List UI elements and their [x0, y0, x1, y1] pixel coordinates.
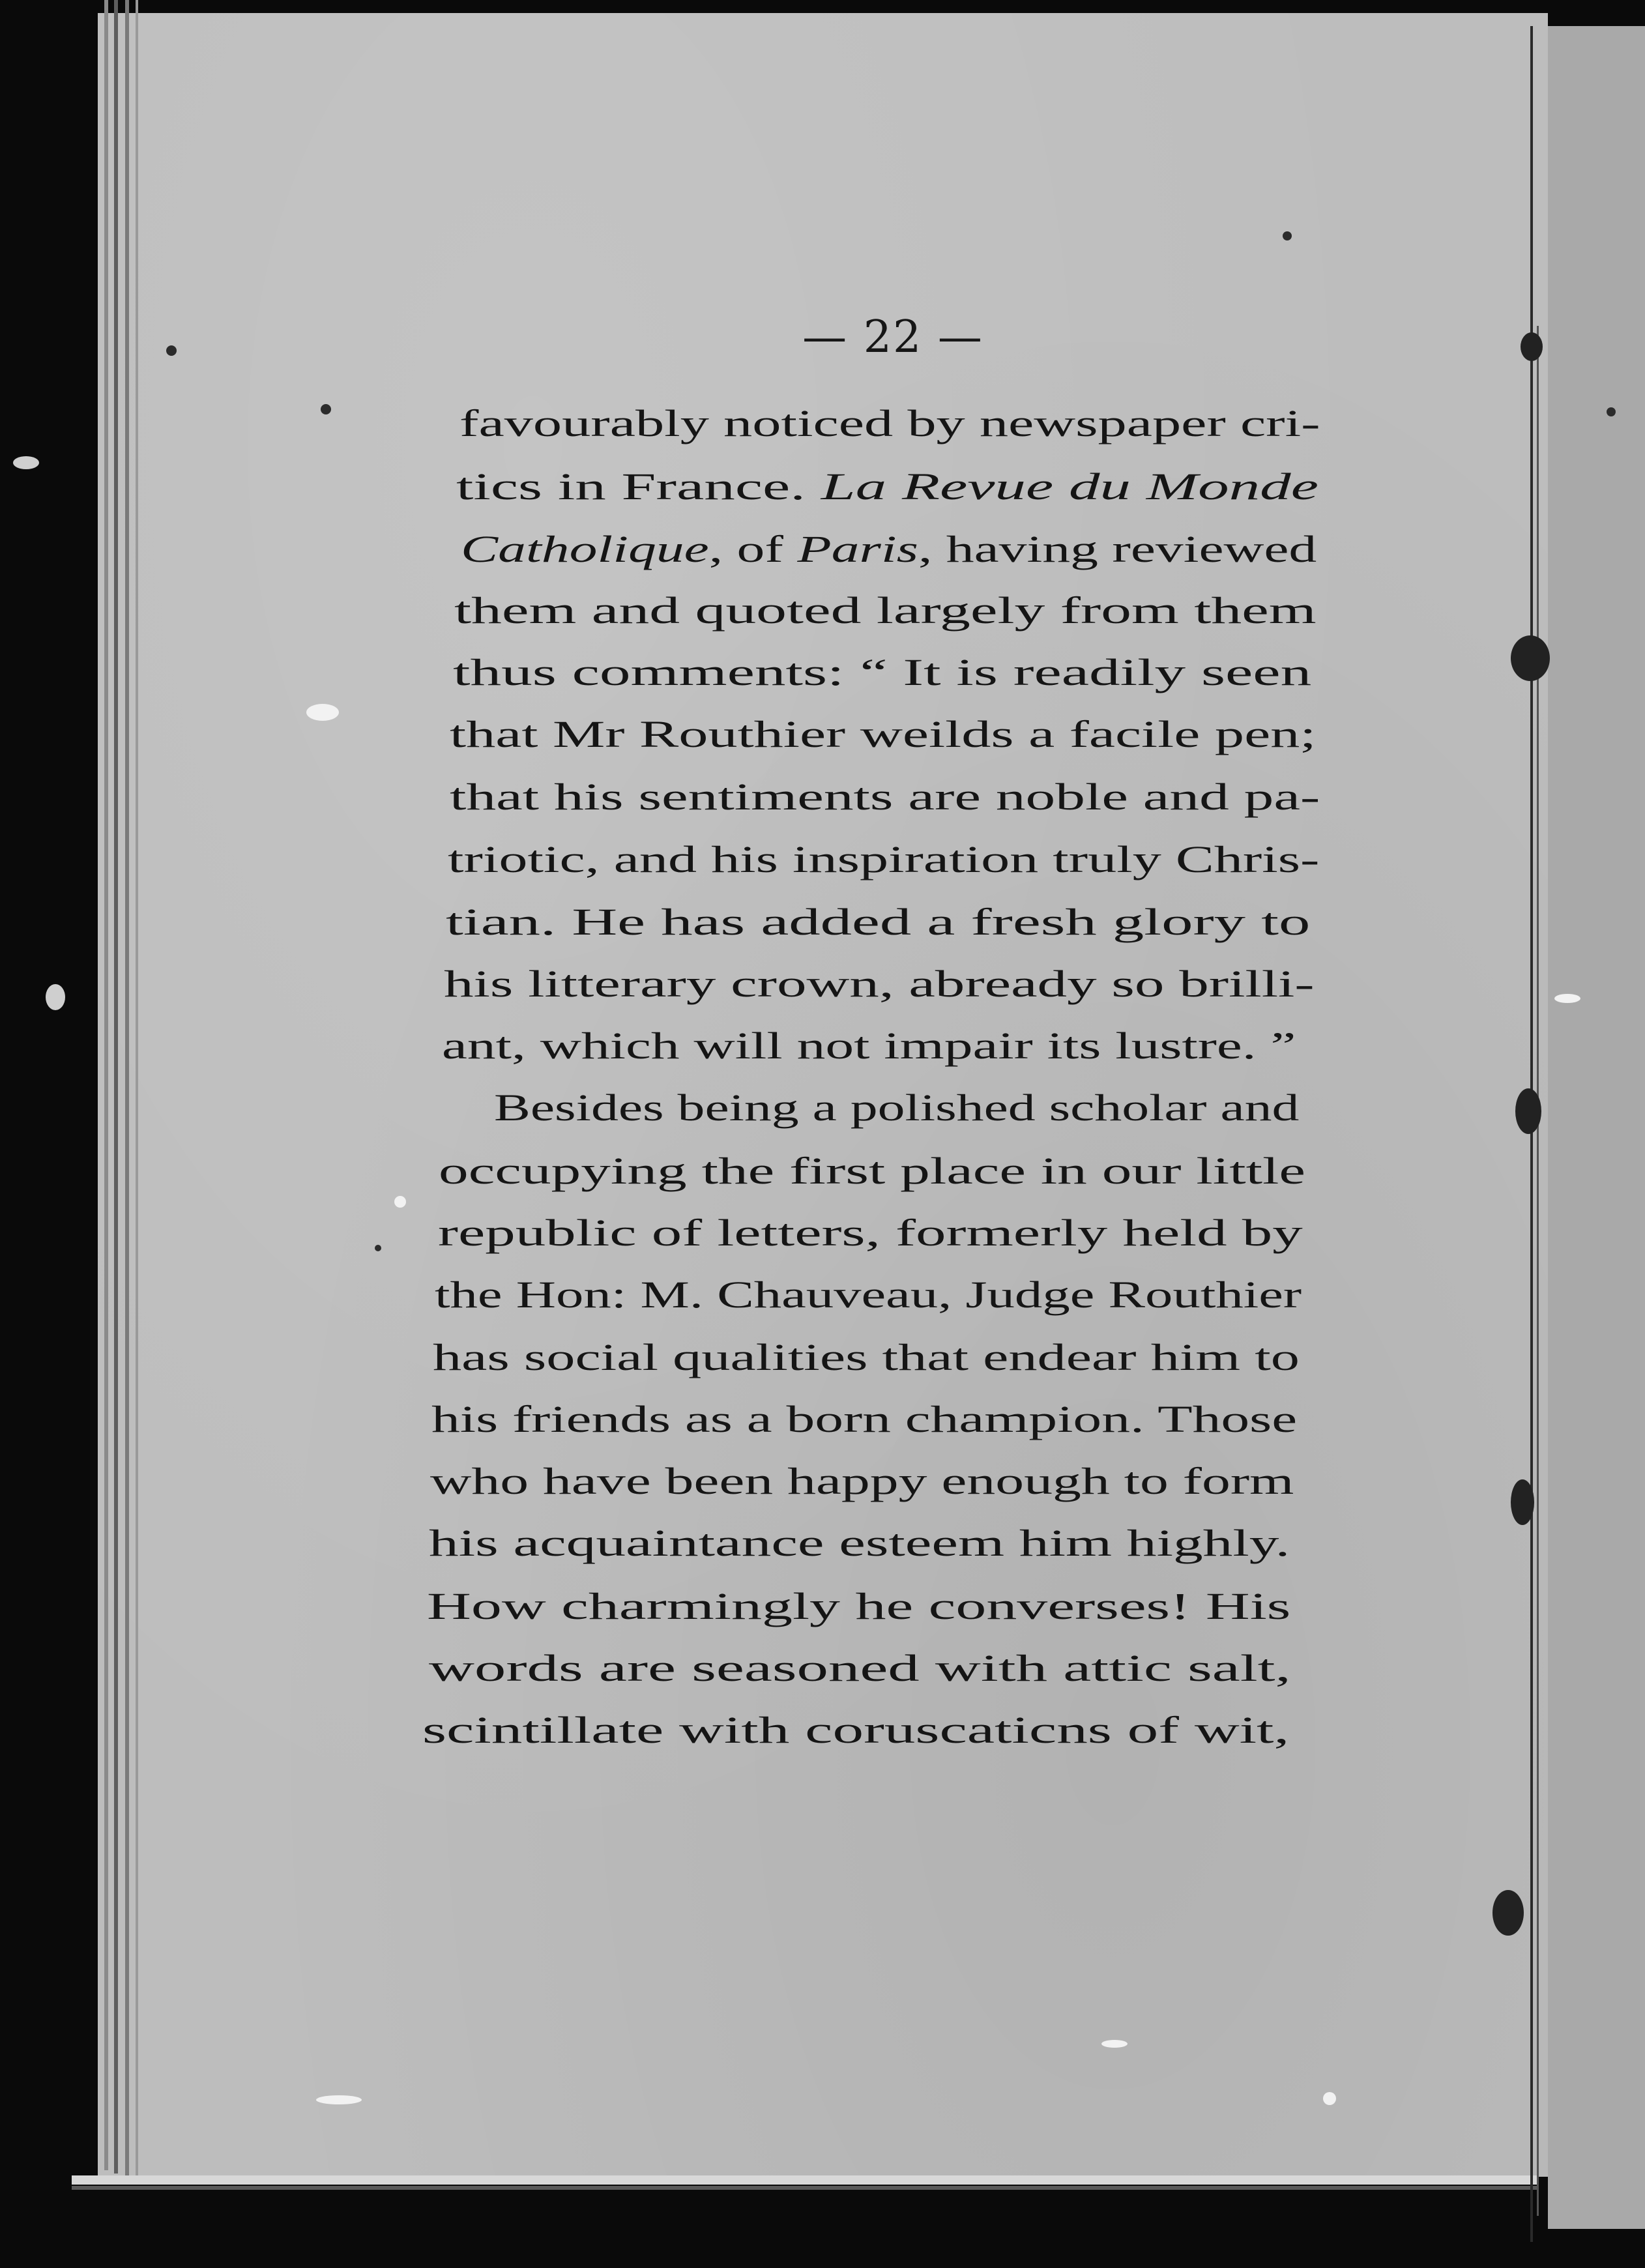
- text-line: [456, 464, 1318, 510]
- binding-knot: [1521, 332, 1543, 361]
- text-span: La Revue du Monde: [821, 465, 1318, 508]
- dust-speck: [1283, 231, 1292, 240]
- binding-knot: [1511, 635, 1550, 681]
- page-edge: [136, 0, 138, 2180]
- text-line: favourably noticed by newspaper cri-: [459, 402, 1320, 444]
- binding-knot: [1511, 1479, 1534, 1525]
- text-line: [461, 527, 1317, 572]
- dust-speck: [166, 345, 177, 356]
- text-line: tian. He has added a fresh glory to: [446, 901, 1311, 943]
- text-line: who have been happy enough to form: [430, 1460, 1294, 1502]
- dust-speck: [1607, 407, 1616, 416]
- text-line: How charmingly he converses! His: [427, 1585, 1291, 1627]
- text-line: his acquaintance esteem him highly.: [429, 1522, 1290, 1564]
- page-bottom-edge: [72, 2175, 1538, 2185]
- text-line: Besides being a polished scholar and: [494, 1086, 1300, 1129]
- text-span: , of: [708, 528, 798, 570]
- dust-speck: [321, 404, 331, 414]
- dust-speck: [13, 456, 39, 469]
- page-edge: [125, 0, 129, 2177]
- text-line: them and quoted largely from them: [454, 589, 1317, 632]
- dust-speck: [1554, 994, 1580, 1003]
- binding-thread: [1537, 326, 1539, 2216]
- facing-page: [1548, 26, 1645, 2229]
- text-line: has social qualities that endear him to: [433, 1336, 1300, 1378]
- text-line: thus comments: “ It is readily seen: [453, 651, 1312, 693]
- text-line: his friends as a born champion. Those: [431, 1398, 1298, 1440]
- page-bottom-edge-shadow: [72, 2186, 1538, 2190]
- text-line: that Mr Routhier weilds a facile pen;: [450, 713, 1317, 755]
- page-edge: [114, 0, 118, 2174]
- text-line: ant, which will not impair its lustre. ”: [442, 1025, 1296, 1067]
- text-span: Paris: [797, 528, 918, 570]
- dust-speck: [375, 1245, 381, 1251]
- dust-speck: [46, 984, 65, 1010]
- text-span: tics in France.: [456, 465, 821, 508]
- dust-speck: [1323, 2092, 1336, 2105]
- dust-speck: [394, 1196, 406, 1208]
- text-line: words are seasoned with attic salt,: [429, 1647, 1291, 1689]
- text-line: that his sentiments are noble and pa-: [450, 776, 1320, 818]
- dust-speck: [306, 704, 339, 721]
- dust-speck: [1101, 2040, 1128, 2048]
- text-line: his litterary crown, abready so brilli-: [444, 963, 1315, 1005]
- text-span: Catholique: [461, 528, 709, 570]
- text-line: republic of letters, formerly held by: [438, 1212, 1303, 1254]
- dust-speck: [316, 2095, 362, 2104]
- text-line: triotic, and his inspiration truly Chris-: [448, 838, 1320, 880]
- text-line: occupying the first place in our little: [439, 1150, 1305, 1192]
- text-line: scintillate with coruscaticns of wit,: [422, 1709, 1290, 1751]
- page-edge: [104, 0, 108, 2170]
- binding-knot: [1492, 1890, 1524, 1936]
- page-number: — 22 —: [802, 312, 983, 363]
- binding-knot: [1515, 1088, 1541, 1134]
- text-line: the Hon: M. Chauveau, Judge Routhier: [435, 1273, 1302, 1316]
- text-span: , having reviewed: [918, 528, 1317, 570]
